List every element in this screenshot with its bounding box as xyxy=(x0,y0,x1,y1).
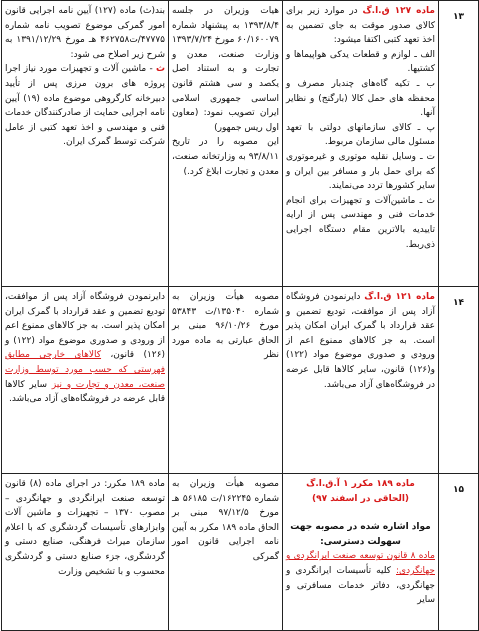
article-line: دایرنمودن فروشگاه آزاد پس از موافقت، توديع تضمین و عقد قرارداد با گمرک ایران امکان پذیر است. به جز کالاهای ممنوع اعم از ورودی و صدوری موضوع مواد (۱۲۲) و(۱۲۶) قانون، سایر کالاها قابل عرضه در فروشگاه‌های آزاد می‌باشد. xyxy=(286,292,435,390)
amendment-text: ماده ۱۸۹ مکرر: در اجرای ماده (۸) قانون توسعه صنعت ایرانگردی و جهانگردی – مصوب ۱۳۷۰ – تجهیزات و ماشین آلات وابزارهای تأسیسات گردشگری که با اعلام سازمان میراث فرهنگی، صنایع دستی و گردشگری، جزء صنایع دستی و گردشگری محسوب و با تشخیص وزارت xyxy=(5,479,166,577)
legal-comparison-table xyxy=(1,0,479,631)
resolution-text: مصوبه هیأت وزیران به شماره ۱۶۲۲۴۵/ت ۵۶۱۸۵ هـ مورخ ۹۷/۱۲/۵ مبنی بر الحاق ماده ۱۸۹ مکرر به آیین نامه اجرایی قانون امور گمرکی xyxy=(172,479,279,562)
resolution-text: این مصوبه را در تاریخ ۹۳/۸/۱۱ به وزارتخانه صنعت، معدن و تجارت ابلاغ کرد.) xyxy=(172,137,279,177)
amendment-text: دایرنمودن فروشگاه آزاد پس از موافقت، توديع تضمین و عقد قرارداد با گمرک ایران امکان پذیر است. به جز کالاهای ممنوع اعم از ورودی و صدوری موضوع مواد (۱۲۲) و (۱۲۶) قانون، کالاهای خارجی مطابق فهرستی که حسب مورد توسط وزارت صنعت، معدن و تجارت و نیز سایر کالاها قابل عرضه در فروشگاه‌های آزاد می‌باشد. xyxy=(5,292,165,405)
article-text-cell xyxy=(283,287,439,474)
article-title: ماده ۱۲۷ ق.ا.گ xyxy=(362,6,435,16)
table-row xyxy=(2,1,479,287)
row-number: ۱۵ xyxy=(439,474,479,631)
article-line: ماده ۸ قانون توسعه صنعت ایرانگردی و جهانگردی: کلیه تأسیسات ایرانگردی و جهانگردی، دفاتر خدمات مسافرتی و سایر xyxy=(286,551,435,606)
amendment-cell xyxy=(2,287,169,474)
article-title: ماده ۱۸۹ مکرر ۱ آ.ق.ا.گ xyxy=(306,479,415,489)
resolution-text: هیات وزیران در جلسه ۱۳۹۳/۸/۴ به پیشنهاد شماره ۶۰/۱۶۰۰۷۹ مورخ ۱۳۹۳/۷/۲۴ وزارت صنعت، معدن و تجارت و به استناد اصل یکصد و سی هشتم قانون اساسی جمهوری اسلامی ایران تصویب نمود: (معاون اول ریس جمهور) xyxy=(172,6,279,133)
resolution-cell xyxy=(169,474,283,631)
article-subtitle: (الحاقی در اسفند ۹۷) xyxy=(311,493,410,504)
article-line: الف ـ لوازم و قطعات یدکی هواپیماها و کشتیها. xyxy=(286,49,435,75)
article-text-cell xyxy=(283,1,439,287)
article-line: ب ـ تکیه گاه‌های چندبار مصرف و محفظه های حمل کالا (بارگنج) و نظایر آنها. xyxy=(286,78,435,119)
row-number: ۱۴ xyxy=(439,287,479,474)
amendment-text: بند(ث) ماده (۱۲۷) آیین نامه اجرایی قانون امور گمرکی موضوع تصویب نامه شماره ۴۷۷۷۵/ت۴۶۲۷۵۸ هـ مورخ ۱۳۹۱/۱۲/۲۹ به شرح زیر اصلاح می شود: xyxy=(5,6,165,60)
article-title: ماده ۱۲۱ ق.ا.گ xyxy=(364,292,435,302)
reference-heading: مواد اشاره شده در مصوبه جهت سهولت دسترسی: xyxy=(290,522,431,547)
table-row xyxy=(2,474,479,631)
article-line: ت ـ وسایل نقلیه موتوری و غیرموتوری که برای حمل بار و مسافر بین ایران و سایر کشورها تردد می‌نمایند. xyxy=(286,151,435,192)
amendment-cell xyxy=(2,1,169,287)
resolution-cell xyxy=(169,1,283,287)
amendment-red-insert: کالاهای خارجی مطابق فهرستی که حسب مورد توسط وزارت صنعت، معدن و تجارت و نیز xyxy=(5,350,165,390)
resolution-text: مصوبه هیأت وزیران به شماره ۱۳۵۰۴۰/ت ۵۳۸۴۳ مورخ ۹۶/۱۰/۲۶ مبنی بر الحاق عبارتی به ماده مورد نظر xyxy=(172,292,279,361)
resolution-cell xyxy=(169,287,283,474)
article-line: در موارد زیر برای کالای صدور موقت به جای تضمین به اخذ تعهد کتبی اکتفا میشود: xyxy=(286,6,435,46)
amendment-cell xyxy=(2,474,169,631)
amendment-red-prefix: ث xyxy=(155,64,165,75)
row-number: ۱۳ xyxy=(439,1,479,287)
article-line: پ ـ کالای سازمانهای دولتی با تعهد مسئول مالی سازمان مربوط. xyxy=(286,122,435,148)
table-row xyxy=(2,287,479,474)
amendment-text: ث - ماشین آلات و تجهیزات مورد نیاز اجرا پروژه های برون مرزی پس از تأیید دبیرخانه کارگروهی موضوع ماده (۱۹) آیین نامه اجرایی حمایت از صادرکنندگان خدمات فنی و مهندسی و اخذ تعهد کتبی از عامل شرکت توسط گمرک ایران. xyxy=(5,64,166,148)
article-line: ث ـ ماشین‌آلات و تجهیزات برای انجام خدمات فنی و مهندسی پس از ارایه تاییدیه بالاترین مقام دستگاه اجرایی ذی‌ربط. xyxy=(286,195,435,250)
article-text-cell xyxy=(283,474,439,631)
